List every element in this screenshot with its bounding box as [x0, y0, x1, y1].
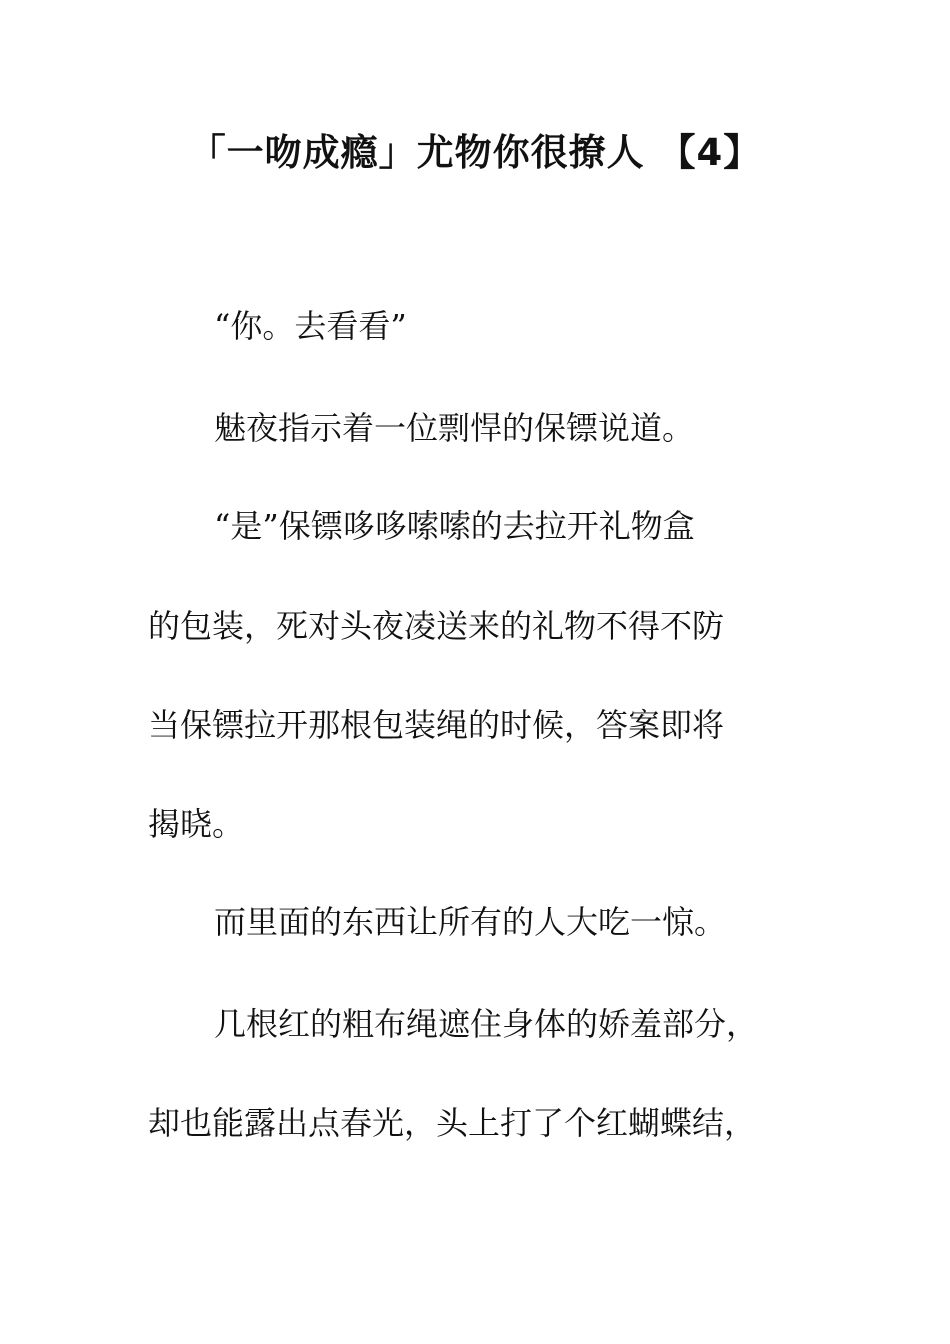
paragraph-line: 魅夜指示着一位剽悍的保镖说道。: [214, 409, 695, 447]
paragraph-line: 的包装，死对头夜凌送来的礼物不得不防: [148, 607, 725, 645]
paragraph-line: 当保镖拉开那根包装绳的时候，答案即将: [148, 706, 725, 744]
paragraph-line: 而里面的东西让所有的人大吃一惊。: [214, 903, 727, 941]
paragraph-line: 揭晓。: [148, 805, 245, 843]
document-title: 「一吻成瘾」尤物你很撩人 【4】: [188, 131, 762, 174]
paragraph-line: 几根红的粗布绳遮住身体的娇羞部分，: [214, 1005, 759, 1043]
paragraph-line: “是”保镖哆哆嗦嗦的去拉开礼物盒: [214, 507, 695, 545]
paragraph-line: 却也能露出点春光，头上打了个红蝴蝶结，: [148, 1104, 757, 1142]
paragraph-line: “你。去看看”: [214, 307, 407, 345]
